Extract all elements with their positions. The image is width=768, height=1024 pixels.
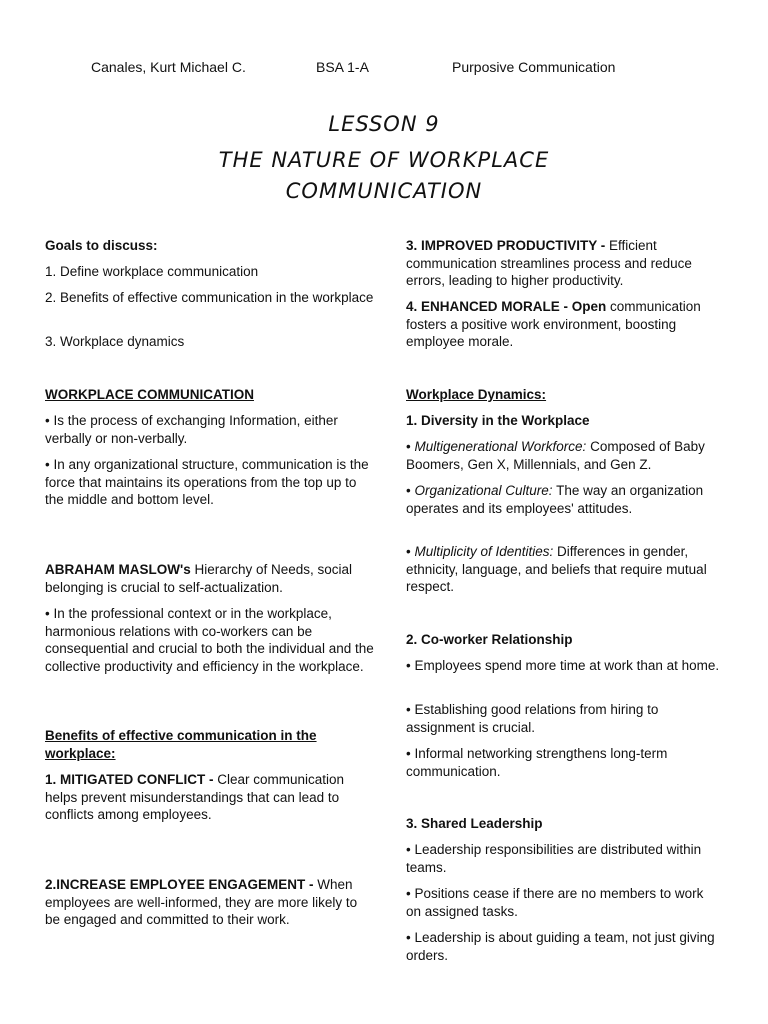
- bullet-label: Organizational Culture:: [414, 483, 553, 498]
- lesson-number: LESSON 9: [328, 112, 440, 136]
- bullet-item: • In the professional context or in the workplace, harmonious relations with co-workers can be consequential and crucial to both the individual and the collective productivity and efficiency in the workplace.: [45, 606, 374, 674]
- benefit-title: 4. ENHANCED MORALE - Open: [406, 299, 607, 314]
- bullet-text: Composed of Baby Boomers, Gen X, Millennials, and Gen Z.: [406, 439, 705, 472]
- bullet-item: • Organizational Culture: The way an organization operates and its employees' attitudes.: [406, 483, 704, 516]
- workplace-communication-heading: WORKPLACE COMMUNICATION: [45, 387, 254, 402]
- bullet-text: The way an organization operates and its employees' attitudes.: [406, 483, 704, 516]
- goal-item: 1. Define workplace communication: [45, 264, 259, 279]
- lesson-title: [0, 145, 768, 207]
- bullet-item: • Multiplicity of Identities: Differences in gender, ethnicity, language, and beliefs that require mutual respect.: [406, 544, 707, 594]
- goal-item: 2. Benefits of effective communication in the workplace: [45, 290, 374, 305]
- benefit-item: [406, 237, 721, 290]
- benefit-text: communication fosters a positive work environment, boosting employee morale.: [406, 299, 701, 349]
- bullet-item: • Multigenerational Workforce: Composed of Baby Boomers, Gen X, Millennials, and Gen Z.: [406, 439, 705, 472]
- maslow-paragraph: [45, 561, 375, 596]
- benefit-title: 3. IMPROVED PRODUCTIVITY -: [406, 238, 606, 253]
- goal-item: 3. Workplace dynamics: [45, 334, 185, 349]
- bullet-item: • Establishing good relations from hiring to assignment is crucial.: [406, 702, 659, 735]
- bullet-item: • Positions cease if there are no members to work on assigned tasks.: [406, 886, 704, 919]
- benefit-item: [45, 771, 375, 824]
- maslow-text: Hierarchy of Needs, social belonging is crucial to self-actualization.: [45, 562, 353, 595]
- section-label: BSA 1-A: [316, 59, 369, 75]
- benefit-title: 2.INCREASE EMPLOYEE ENGAGEMENT -: [45, 877, 314, 892]
- lesson-title-line2: COMMUNICATION: [285, 179, 483, 203]
- benefit-item: [406, 298, 721, 351]
- bullet-item: • Leadership is about guiding a team, not just giving orders.: [406, 930, 715, 963]
- maslow-name: ABRAHAM MASLOW's: [45, 562, 191, 577]
- workplace-dynamics-heading: Workplace Dynamics:: [406, 387, 547, 402]
- bullet-item: • In any organizational structure, communication is the force that maintains its operations from the top up to the middle and bottom level.: [45, 457, 369, 507]
- benefit-item: [45, 876, 375, 929]
- benefit-text: Clear communication helps prevent misunderstandings that can lead to conflicts among employees.: [45, 772, 345, 822]
- bullet-label: Multigenerational Workforce:: [414, 439, 587, 454]
- subheading: 1. Diversity in the Workplace: [406, 413, 590, 428]
- student-name: Canales, Kurt Michael C.: [91, 59, 246, 75]
- benefit-text: When employees are well-informed, they are more likely to be engaged and committed to their work.: [45, 877, 358, 927]
- course-label: Purposive Communication: [452, 59, 616, 75]
- benefit-text: Efficient communication streamlines process and reduce errors, leading to higher productivity.: [406, 238, 692, 288]
- bullet-item: • Employees spend more time at work than at home.: [406, 658, 720, 673]
- bullet-text: Differences in gender, ethnicity, language, and beliefs that require mutual respect.: [406, 544, 707, 594]
- benefit-title: 1. MITIGATED CONFLICT -: [45, 772, 214, 787]
- bullet-item: • Informal networking strengthens long-term communication.: [406, 746, 668, 779]
- subheading: 3. Shared Leadership: [406, 816, 543, 831]
- bullet-item: • Leadership responsibilities are distributed within teams.: [406, 842, 702, 875]
- subheading: 2. Co-worker Relationship: [406, 632, 573, 647]
- goals-heading: Goals to discuss:: [45, 238, 158, 253]
- benefits-heading: Benefits of effective communication in the workplace:: [45, 728, 317, 761]
- bullet-item: • Is the process of exchanging Information, either verbally or non-verbally.: [45, 413, 338, 446]
- bullet-label: Multiplicity of Identities:: [414, 544, 554, 559]
- lesson-title-line1: THE NATURE OF WORKPLACE: [218, 148, 550, 172]
